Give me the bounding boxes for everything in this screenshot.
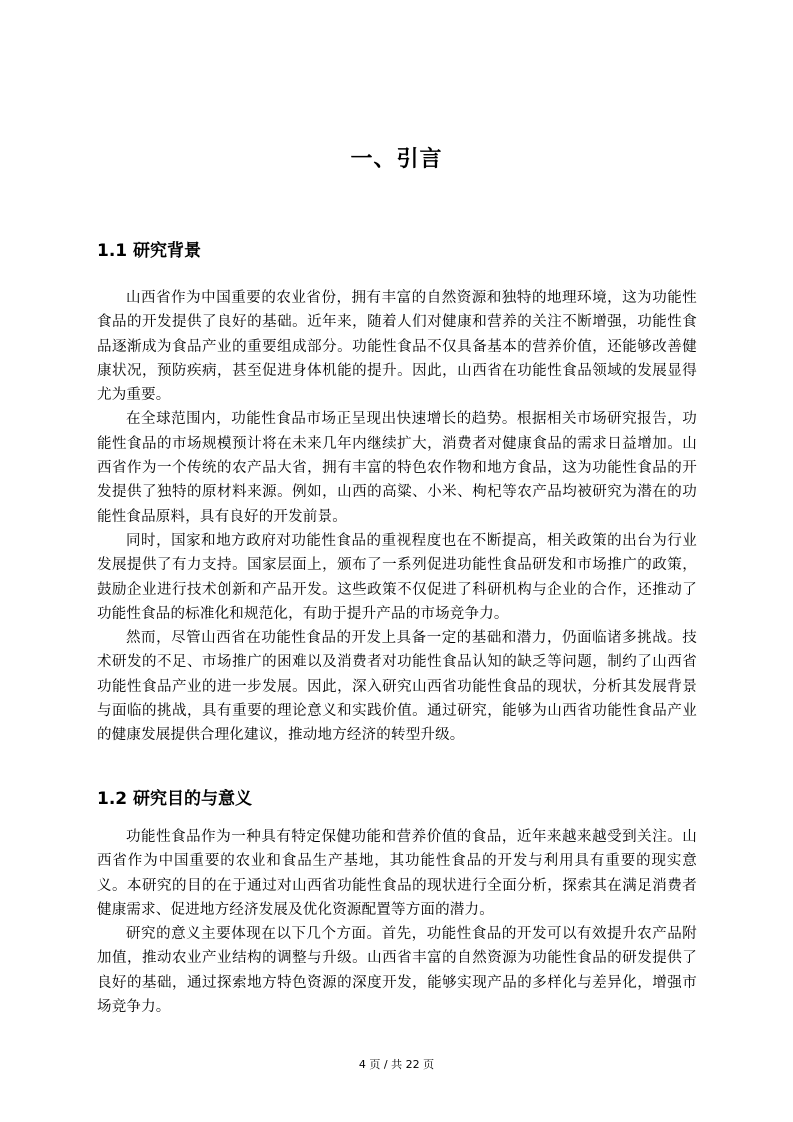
section-body-background [97,286,697,748]
page-footer: 4 页 / 共 22 页 [358,1058,435,1071]
paragraph: 然而，尽管山西省在功能性食品的开发上具备一定的基础和潜力，仍面临诸多挑战。技术研发的不足、市场推广的困难以及消费者对功能性食品认知的缺乏等问题，制约了山西省功能性食品产业的进一步发展。因此，深入研究山西省功能性食品的现状，分析其发展背景与面临的挑战，具有重要的理论意义和实践价值。通过研究，能够为山西省功能性食品产业的健康发展提供合理化建议，推动地方经济的转型升级。 [97,630,697,744]
paragraph: 功能性食品作为一种具有特定保健功能和营养价值的食品，近年来越来越受到关注。山西省作为中国重要的农业和食品生产基地，其功能性食品的开发与利用具有重要的现实意义。本研究的目的在于通过对山西省功能性食品的现状进行全面分析，探索其在满足消费者健康需求、促进地方经济发展及优化资源配置等方面的潜力。 [97,829,697,918]
chapter-title: 一、引言 [350,147,443,172]
paragraph: 研究的意义主要体现在以下几个方面。首先，功能性食品的开发可以有效提升农产品附加值，推动农业产业结构的调整与升级。山西省丰富的自然资源为功能性食品的研发提供了良好的基础，通过探索地方特色资源的深度开发，能够实现产品的多样化与差异化，增强市场竞争力。 [97,926,697,1016]
section-heading-background: 1.1 研究背景 [97,241,202,261]
paragraph: 在全球范围内，功能性食品市场正呈现出快速增长的趋势。根据相关市场研究报告，功能性食品的市场规模预计将在未来几年内继续扩大，消费者对健康食品的需求日益增加。山西省作为一个传统的农产品大省，拥有丰富的特色农作物和地方食品，这为功能性食品的开发提供了独特的原材料来源。例如，山西的高粱、小米、枸杞等农产品均被研究为潜在的功能性食品原料，具有良好的开发前景。 [97,411,697,525]
section-body-purpose [97,825,697,1019]
paragraph: 同时，国家和地方政府对功能性食品的重视程度也在不断提高，相关政策的出台为行业发展提供了有力支持。国家层面上，颁布了一系列促进功能性食品研发和市场推广的政策，鼓励企业进行技术创新和产品开发。这些政策不仅促进了科研机构与企业的合作，还推动了功能性食品的标准化和规范化，有助于提升产品的市场竞争力。 [97,532,697,622]
section-heading-purpose: 1.2 研究目的与意义 [97,789,253,809]
paragraph: 山西省作为中国重要的农业省份，拥有丰富的自然资源和独特的地理环境，这为功能性食品的开发提供了良好的基础。近年来，随着人们对健康和营养的关注不断增强，功能性食品逐渐成为食品产业的重要组成部分。功能性食品不仅具备基本的营养价值，还能够改善健康状况，预防疾病，甚至促进身体机能的提升。因此，山西省在功能性食品领域的发展显得尤为重要。 [97,290,697,404]
